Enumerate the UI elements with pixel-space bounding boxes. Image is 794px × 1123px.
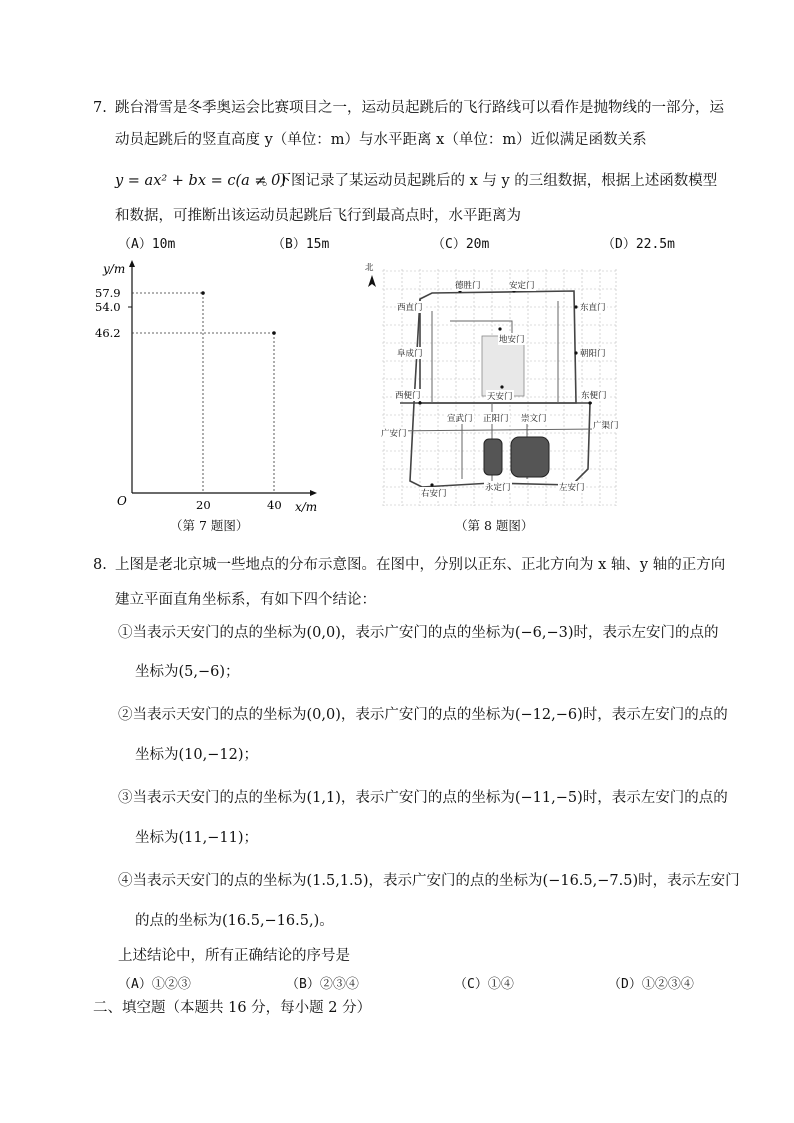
q8-option-a: （A）①②③ bbox=[118, 977, 191, 992]
q8-conclusion-4a: ④当表示天安门的点的坐标为(1.5,1.5)，表示广安门的点的坐标为(−16.5,−7.5)时，表示左安门 bbox=[118, 873, 740, 889]
q8-number: 8. bbox=[93, 557, 107, 573]
y-axis-arrow bbox=[129, 260, 135, 267]
q8-option-b: （B）②③④ bbox=[286, 977, 359, 992]
q8-line1: 上图是老北京城一些地点的分布示意图。在图中，分别以正东、正北方向为 x 轴、y 轴的正方向 bbox=[115, 557, 726, 573]
q8-option-c: （C）①④ bbox=[454, 977, 514, 992]
map-grid-svg bbox=[362, 261, 620, 511]
q7-number: 7. bbox=[93, 100, 107, 116]
map-label-deshengmen: 德胜门 bbox=[455, 281, 481, 291]
map-label-xuanwumen: 宣武门 bbox=[447, 414, 473, 424]
q8-conclusion-1a: ①当表示天安门的点的坐标为(0,0)，表示广安门的点的坐标为(−6,−3)时，表示左安门的点的 bbox=[118, 625, 719, 641]
map-label-yongdingmen: 永定门 bbox=[485, 483, 511, 493]
q7-line2: 动员起跳后的竖直高度 y（单位：m）与水平距离 x（单位：m）近似满足函数关系 bbox=[115, 132, 647, 148]
map-north-label: 北 bbox=[365, 263, 374, 273]
q7-line4: 和数据，可推断出该运动员起跳后飞行到最高点时，水平距离为 bbox=[115, 208, 521, 224]
map-label-tiananmen: 天安门 bbox=[487, 392, 513, 402]
map-label-dongzhimen: 东直门 bbox=[580, 303, 606, 313]
q8-prompt: 上述结论中，所有正确结论的序号是 bbox=[118, 948, 350, 964]
q8-figure-caption: （第 8 题图） bbox=[455, 518, 534, 533]
y-tick-label: 57.9 bbox=[95, 286, 121, 300]
q7-line3: 。下图记录了某运动员起跳后的 x 与 y 的三组数据，根据上述函数模型 bbox=[262, 173, 718, 189]
q7-figure-caption: （第 7 题图） bbox=[170, 518, 249, 533]
q8-conclusion-1b: 坐标为(5,−6)； bbox=[135, 664, 240, 680]
q8-conclusion-3a: ③当表示天安门的点的坐标为(1,1)，表示广安门的点的坐标为(−11,−5)时，表示左安门的点的 bbox=[118, 790, 728, 806]
q7-chart bbox=[95, 255, 325, 515]
map-label-xibianmen: 西便门 bbox=[395, 391, 421, 401]
map-label-chaoyangmen: 朝阳门 bbox=[580, 349, 606, 359]
map-label-youanmen: 右安门 bbox=[421, 489, 447, 499]
map-label-guanganmen: 广安门 bbox=[381, 429, 407, 439]
map-label-guangqumen: 广渠门 bbox=[593, 421, 619, 431]
map-label-andingmen: 安定门 bbox=[509, 281, 535, 291]
q7-option-c: （C）20m bbox=[432, 237, 490, 252]
q8-conclusion-3b: 坐标为(11,−11)； bbox=[135, 830, 258, 846]
map-label-dianmen: 地安门 bbox=[499, 335, 525, 345]
section-2-heading: 二、填空题（本题共 16 分，每小题 2 分） bbox=[93, 1000, 372, 1016]
y-axis-label: y/m bbox=[103, 262, 126, 276]
beijing-map bbox=[362, 261, 620, 511]
map-label-xizhimen: 西直门 bbox=[397, 303, 423, 313]
q8-conclusion-2a: ②当表示天安门的点的坐标为(0,0)，表示广安门的点的坐标为(−12,−6)时，表示左安门的点的 bbox=[118, 707, 728, 723]
x-tick-label: 20 bbox=[196, 498, 211, 512]
map-label-zhengyangmen: 正阳门 bbox=[483, 414, 509, 424]
x-tick-label: 40 bbox=[267, 498, 282, 512]
origin-label: O bbox=[117, 494, 127, 508]
q7-option-a: （A）10m bbox=[118, 237, 176, 252]
x-axis-arrow bbox=[310, 490, 317, 496]
q8-conclusion-4b: 的点的坐标为(16.5,−16.5,)。 bbox=[135, 913, 334, 929]
data-point bbox=[272, 331, 276, 335]
q7-formula: y = ax² + bx = c(a ≠ 0) bbox=[115, 173, 287, 189]
q8-line2: 建立平面直角坐标系，有如下四个结论： bbox=[115, 592, 376, 608]
q7-option-d: （D）22.5m bbox=[602, 237, 675, 252]
q7-line1: 跳台滑雪是冬季奥运会比赛项目之一，运动员起跳后的飞行路线可以看作是抛物线的一部分，运 bbox=[115, 100, 724, 116]
map-label-zuoanmen: 左安门 bbox=[559, 483, 585, 493]
y-tick-label: 46.2 bbox=[95, 326, 121, 340]
map-label-fuchengmen: 阜成门 bbox=[397, 349, 423, 359]
x-axis-label: x/m bbox=[295, 500, 318, 514]
data-point bbox=[201, 291, 205, 295]
y-tick-label: 54.0 bbox=[95, 300, 121, 314]
q8-option-d: （D）①②③④ bbox=[608, 977, 694, 992]
map-label-chongwenmen: 崇文门 bbox=[521, 414, 547, 424]
q8-conclusion-2b: 坐标为(10,−12)； bbox=[135, 747, 258, 763]
map-label-dongbianmen: 东便门 bbox=[581, 391, 607, 401]
q7-option-b: （B）15m bbox=[272, 237, 330, 252]
